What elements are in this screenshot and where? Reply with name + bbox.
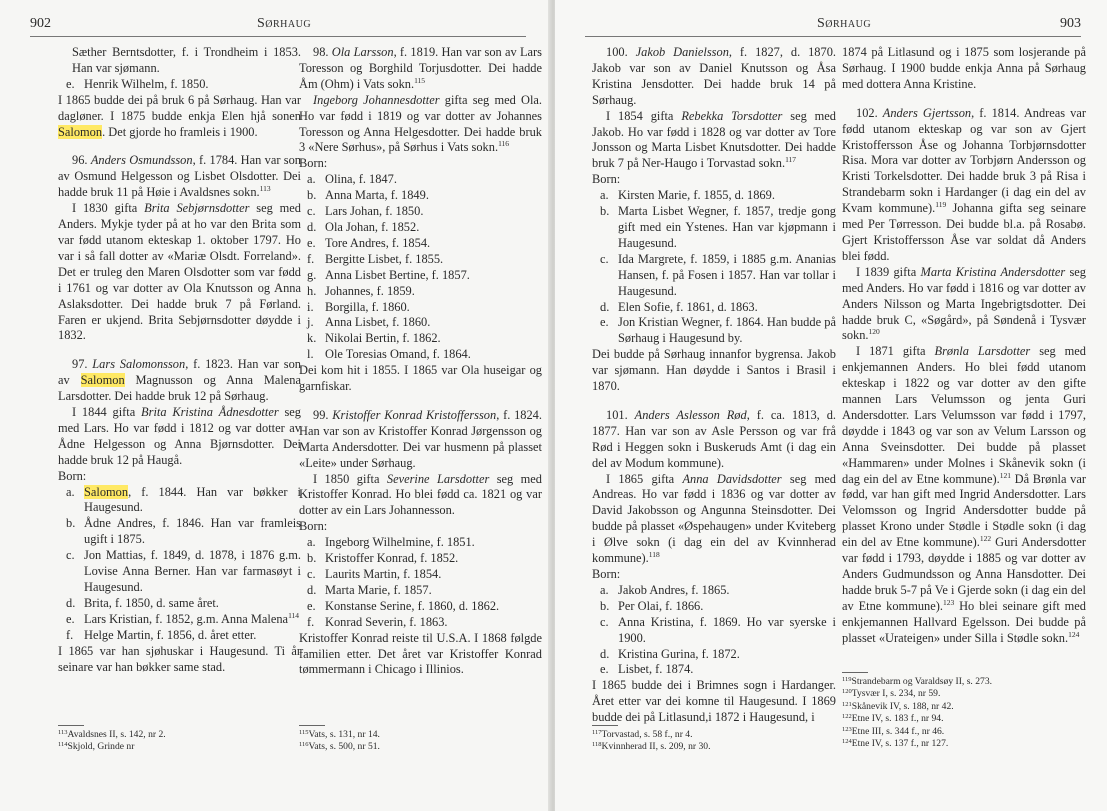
footnote: $^{116}$Vats, s. 500, nr 51. — [299, 741, 380, 753]
born-label: Born: — [299, 519, 328, 534]
child-item: l. Ole Toresias Omand, f. 1864. — [307, 347, 471, 362]
entry-101: 101. Anders Aslesson Rød, f. ca. 1813, d. 1877. Han var son av Asle Persson og var frå Rød i Heggen sokn i Buskeruds Amt (i dag ein del av Modum kommune). — [592, 407, 836, 470]
continued-children — [58, 77, 301, 93]
entry-99-end: Kristoffer Konrad reiste til U.S.A. I 1868 følgde familien etter. Det året var Kristoffer Konrad tømmermann i Chicago i Illinios. — [299, 630, 542, 677]
child-item: e. Konstanse Serine, f. 1860, d. 1862. — [307, 598, 500, 613]
footnote: $^{118}$Kvinnherad II, s. 209, nr 30. — [592, 741, 711, 753]
children-list-101 — [592, 583, 836, 678]
entry-97-end: I 1865 var han sjøhuskar i Haugesund. Ti år seinare var han bøkker same stad. — [58, 643, 301, 674]
child-item: c. Jon Mattias, f. 1849, d. 1878, i 1876 g.m. Lovise Anna Berner. Han var farmasøyt i Haugesund. — [66, 548, 301, 594]
child-item: d. Brita, f. 1850, d. same året. — [66, 595, 219, 610]
entry-101-end: I 1865 budde dei i Brimnes sogn i Hardanger. Året etter var dei komne til Haugesund. I 1869 budde dei på Litlasund,i 1872 i Haugesund, i — [592, 678, 836, 725]
entry-101-continued: 1874 på Litlasund og i 1875 som losjerande på Sørhaug. I 1900 budde enkja Anna på Sørhaug med dottera Anna Kristine. — [842, 45, 1086, 91]
entry-97-marriage: I 1844 gifta Brita Kristina Ådnesdotter seg med Lars. Ho var fødd i 1812 og var dotter av Ådne Helgesson og Anna Bjørnsdotter. Dei hadde bruk 12 på Haugå. — [58, 405, 301, 467]
running-head-right: Sørhaug — [817, 16, 872, 31]
born-label: Born: — [592, 172, 621, 187]
page-header-right — [585, 14, 1081, 37]
entry-99: 99. Kristoffer Konrad Kristoffersson, f. 1824. Han var son av Kristoffer Konrad Jørgensson og Marta Andersdotter. Dei var husmenn på plasset «Leite» under Sørhaug. — [299, 407, 542, 470]
highlight-salomon: Salomon — [84, 484, 129, 499]
child-item: b. Marta Lisbet Wegner, f. 1857, tredje gong gift med ein Ystenes. Han var kjøpmann i Haugesund. — [600, 204, 836, 250]
entry-96-marriage: I 1830 gifta Brita Sebjørnsdotter seg med Anders. Mykje tyder på at ho var den Brita som var fødd utanom ekteskap 1. oktober 1797. Ho var i så fall dotter av «Mariæ Olsdt. Forreland». Det er truleg den Maren Olsdotter som var fødd i 1761 og var dotter av Ola Knutsson og Anna Aslaksdotter. Dei hadde bruk 7 på Førland. Faren er ukjend. Brita Sebjørnsdotter døydde i 1832. — [58, 201, 301, 343]
entry-99-marriage: I 1850 gifta Severine Larsdotter seg med Kristoffer Konrad. Ho blei fødd ca. 1821 og var dotter av ein Lars Johannesson. — [299, 471, 542, 518]
column-2 — [299, 45, 542, 678]
continued-text: Sæther Berntsdotter, f. i Trondheim i 1853. Han var sjømann. — [72, 45, 301, 75]
column-3 — [592, 45, 836, 726]
born-label: Born: — [592, 567, 621, 581]
entry-101-marriage: I 1865 gifta Anna Davidsdotter seg med Andreas. Ho var fødd i 1836 og var dotter av David Jakobsson og Angunna Steinsdotter. Dei budde på plasset «Øspehaugen» under Kviteberg i Ølve sokn (i dag ein del av Kvinnherad kommune).$^{118}$ — [592, 471, 836, 566]
entry-98-end: Dei kom hit i 1855. I 1865 var Ola huseigar og garnfiskar. — [299, 363, 542, 394]
footnote-rule — [299, 725, 325, 726]
child-item: d. Elen Sofie, f. 1861, d. 1863. — [600, 299, 758, 314]
footnote: $^{117}$Torvastad, s. 58 f., nr 4. — [592, 729, 693, 740]
footnote: $^{119}$Strandebarm og Varaldsøy II, s. 273. — [842, 676, 993, 687]
children-list-98 — [299, 172, 542, 363]
child-item: j. Anna Lisbet, f. 1860. — [307, 315, 431, 330]
born-label: Born: — [299, 156, 328, 171]
child-item: c. Anna Kristina, f. 1869. Ho var syerske i 1900. — [600, 614, 836, 645]
child-item: e. Jon Kristian Wegner, f. 1864. Han budde på Sørhaug i Haugesund by. — [600, 315, 836, 346]
paragraph-1865: I 1865 budde dei på bruk 6 på Sørhaug. Han var dagløner. I 1875 budde enkja Elen hjå sonen Salomon. Det gjorde ho framleis i 1900. — [58, 92, 301, 139]
child-item: a. Olina, f. 1847. — [307, 172, 397, 187]
child-item: c. Ida Margrete, f. 1859, i 1885 g.m. Ananias Hansen, f. på Fosen i 1857. Han var tollar i Haugesund. — [600, 251, 836, 298]
footnotes-col3 — [592, 729, 711, 754]
child-item: d. Kristina Gurina, f. 1872. — [600, 646, 740, 661]
running-head-left: Sørhaug — [257, 16, 312, 31]
child-item: a. Jakob Andres, f. 1865. — [600, 582, 730, 597]
entry-100-marriage: I 1854 gifta Rebekka Torsdotter seg med Jakob. Ho var fødd i 1828 og var dotter av Tore Jonsson og Marta Lisbet Knutsdotter. Dei hadde bruk 7 på Ner-Haugo i Torvastad sokn.$^{117}$ — [592, 108, 837, 171]
entry-102-marriage-2: I 1871 gifta Brønla Larsdotter seg med enkjemannen Anders. Ho blei fødd utanom ekteskap i 1822 og var dotter av den gifte mannen Lars Velumsson og jenta Guri Andersdotter. Lars Velumsson var fødd i 1797, døydde i 1843 og var son av Velum Larsson og Anna Sveinsdotter. Dei budde på plasset «Hammaren» under Molnes i Skånevik sokn (i dag ein del av Etne kommune).$^{121}$ Då Brønla var fødd, var han gift med Ingrid Andersdotter. Lars Velomsson og Ingrid Andersdotter budde på plasset Krono under Stødle i Stødle sokn (i dag ein del av Etne kommune).$^{122}$ Guri Andersdotter var fødd i 1793, døydde i 1885 og var dotter av Anders Gudmundsson og Anna Hansdotter. Dei hadde bruk 5-7 på Ve i Gjerde sokn (i dag ein del av Etne kommune).$^{123}$ Ho blei seinare gift med enkjemannen Hallvard Egelsson. Dei budde på plasset «Urateigen» under Silla i Stødle sokn.$^{124}$ — [842, 344, 1086, 645]
page-header-left — [30, 14, 526, 37]
footnote: $^{121}$Skånevik IV, s. 188, nr 42. — [842, 700, 954, 712]
highlight-salomon: Salomon — [80, 373, 125, 388]
child-item: a. Salomon, f. 1844. Han var bøkker i Haugesund. — [66, 484, 301, 515]
footnote-rule — [842, 672, 868, 673]
born-label: Born: — [58, 468, 87, 483]
child-item: d. Marta Marie, f. 1857. — [307, 582, 432, 597]
child-item: g. Anna Lisbet Bertine, f. 1857. — [307, 267, 470, 282]
footnote: $^{122}$Etne IV, s. 183 f., nr 94. — [842, 713, 944, 725]
footnote-rule — [58, 725, 84, 726]
footnote: $^{114}$Skjold, Grinde nr — [58, 741, 135, 753]
entry-98: 98. Ola Larsson, f. 1819. Han var son av Lars Toresson og Borghild Torjusdotter. Dei hadde Åm (Ohm) i Vats sokn.$^{115}$ — [299, 45, 542, 91]
page-number-right: 903 — [1060, 16, 1081, 31]
child-item: f. Konrad Severin, f. 1863. — [307, 614, 448, 629]
footnote: $^{124}$Etne IV, s. 137 f., nr 127. — [842, 738, 949, 750]
child-item: f. Bergitte Lisbet, f. 1855. — [307, 251, 444, 266]
column-1 — [58, 45, 301, 675]
child-item: c. Lars Johan, f. 1850. — [307, 204, 424, 219]
entry-100-end: Dei budde på Sørhaug innanfor bygrensa. Jakob var sjømann. Han døydde i Santos i Brasil i 1870. — [592, 347, 836, 394]
child-item: h. Johannes, f. 1859. — [307, 283, 415, 298]
child-item: b. Kristoffer Konrad, f. 1852. — [307, 551, 459, 566]
entry-102: 102. Anders Gjertsson, f. 1814. Andreas var fødd utanom ekteskap og var son av Gjert Kristoffersson Åse og Johanna Torbjørnsdotter Risa. Mora var dotter av Torbjørn Andersson og Kristi Torkelsdotter. Dei hadde bruk 3 på Risa i Strandebarm sokn i Hardanger (i dag ein del av Kvam kommune).$^{119}$ Johanna gifta seg seinare med Per Tørresson. Dei budde bl.a. på Rosabø. Gjert Kristoffersson Åse var soldat då Anders blei fødd. — [842, 105, 1087, 263]
column-4 — [842, 45, 1086, 647]
footnote: $^{120}$Tysvær I, s. 234, nr 59. — [842, 688, 941, 700]
children-list-97 — [58, 485, 301, 644]
children-list-99 — [299, 535, 542, 630]
entry-98-marriage: Ingeborg Johannesdotter gifta seg med Ola. Ho var fødd i 1819 og var dotter av Johannes Toresson og Anna Helgesdotter. Dei hadde bruk 3 «Nere Sørhus», på Sørhus i Vats sokn.$^{116}$ — [299, 92, 542, 155]
entry-100: 100. Jakob Danielsson, f. 1827, d. 1870. Jakob var son av Daniel Knutsson og Åsa Kristina Jensdotter. Dei hadde bruk 14 på Sørhaug. — [592, 45, 836, 107]
child-item: c. Laurits Martin, f. 1854. — [307, 567, 442, 581]
child-item: d. Ola Johan, f. 1852. — [307, 219, 420, 234]
child-item: b. Per Olai, f. 1866. — [600, 598, 704, 613]
children-list-100 — [592, 188, 836, 347]
child-item: e. Lars Kristian, f. 1852, g.m. Anna Malena$^{114}$ — [66, 610, 300, 626]
page-number-left: 902 — [30, 16, 51, 31]
footnote: $^{113}$Avaldsnes II, s. 142, nr 2. — [58, 729, 166, 740]
footnote-rule — [592, 725, 618, 726]
child-item: b. Anna Marta, f. 1849. — [307, 188, 429, 203]
entry-96: 96. Anders Osmundsson, f. 1784. Han var son av Osmund Helgesson og Lisbet Olsdotter. Dei hadde bruk 11 på Høie i Avaldsnes sokn.$^{113}$ — [58, 153, 301, 200]
child-item: f. Helge Martin, f. 1856, d. året etter. — [66, 627, 257, 642]
footnotes-col4 — [842, 676, 992, 750]
child-item: a. Ingeborg Wilhelmine, f. 1851. — [307, 535, 475, 550]
child-item: a. Kirsten Marie, f. 1855, d. 1869. — [600, 188, 775, 203]
footnote: $^{123}$Etne III, s. 344 f., nr 46. — [842, 725, 945, 737]
highlight-salomon: Salomon — [58, 124, 103, 139]
child-item: i. Borgilla, f. 1860. — [307, 299, 410, 314]
child-item: k. Nikolai Bertin, f. 1862. — [307, 331, 441, 346]
entry-97: 97. Lars Salomonsson, f. 1823. Han var son av Salomon Magnusson og Anna Malena Larsdotter. Dei hadde bruk 12 på Sørhaug. — [58, 357, 301, 404]
child-item: e. Tore Andres, f. 1854. — [307, 235, 431, 250]
footnote: $^{115}$Vats, s. 131, nr 14. — [299, 729, 380, 740]
footnotes-col1 — [58, 729, 166, 754]
child-item: b. Ådne Andres, f. 1846. Han var framleis ugift i 1875. — [66, 516, 301, 547]
footnotes-col2 — [299, 729, 380, 754]
entry-102-marriage-1: I 1839 gifta Marta Kristina Andersdotter seg med Anders. Ho var fødd i 1816 og var dotter av Anders Nilsson og Marta Ingebrigtsdotter. Dei hadde bruk C, «Søgård», på Søndenå i Tysvær sokn.$^{120}$ — [842, 264, 1086, 343]
child-item: e. Henrik Wilhelm, f. 1850. — [66, 76, 209, 91]
child-item: e. Lisbet, f. 1874. — [600, 662, 694, 677]
